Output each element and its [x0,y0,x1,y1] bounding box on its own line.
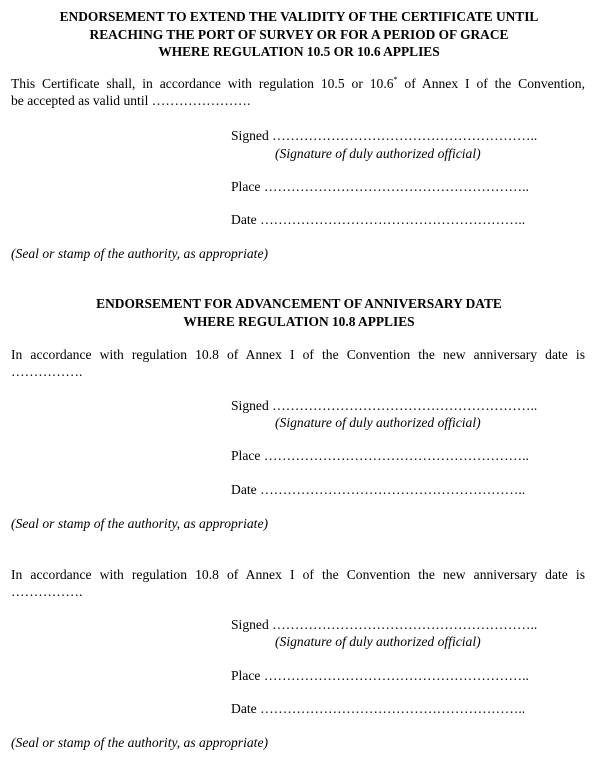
date-label: Date [231,482,257,497]
heading-line: ENDORSEMENT TO EXTEND THE VALIDITY OF THE CERTIFICATE UNTIL [59,9,539,24]
paragraph-line [11,75,585,92]
place-label: Place [231,448,261,463]
signed-field [231,397,537,414]
heading-line: WHERE REGULATION 10.8 APPLIES [183,313,415,329]
date-field [231,211,525,228]
signed-field [231,127,537,144]
signed-label: Signed [231,128,269,143]
signed-field [231,616,537,633]
place-field [231,667,529,684]
section1-heading [0,8,598,61]
section2-paragraph [11,346,585,380]
paragraph-text: of Annex I of the Convention, [397,76,586,91]
paragraph-line: ……………. [11,364,83,379]
seal-note: (Seal or stamp of the authority, as appropriate) [11,516,269,531]
date-line: ………………………………………………….. [260,482,526,497]
date-line: ………………………………………………….. [260,701,526,716]
paragraph-line: In accordance with regulation 10.8 of Annex I of the Convention the new anniversary date is [11,567,585,582]
date-line: ………………………………………………….. [260,212,526,227]
seal-note: (Seal or stamp of the authority, as appropriate) [11,735,269,750]
heading-line: WHERE REGULATION 10.5 OR 10.6 APPLIES [158,44,440,59]
place-line: ………………………………………………….. [263,668,529,683]
footnote-mark: * [393,75,398,84]
paragraph-line: be accepted as valid until …………………. [11,93,251,108]
paragraph-text: This Certificate shall, in accordance with regulation 10.5 or 10.6 [11,76,394,91]
section2-heading [0,295,598,330]
section1-paragraph [11,75,585,109]
signed-label: Signed [231,617,269,632]
seal-note: (Seal or stamp of the authority, as appropriate) [11,246,269,261]
date-label: Date [231,212,257,227]
place-label: Place [231,179,261,194]
place-field [231,178,529,195]
signature-caption: (Signature of duly authorized official) [275,634,481,649]
signed-line: ………………………………………………….. [272,398,538,413]
signature-caption: (Signature of duly authorized official) [275,146,481,161]
place-line: ………………………………………………….. [263,448,529,463]
date-label: Date [231,701,257,716]
heading-line: REACHING THE PORT OF SURVEY OR FOR A PERIOD OF GRACE [89,26,509,42]
date-field [231,481,525,498]
place-line: ………………………………………………….. [263,179,529,194]
place-field [231,447,529,464]
signature-caption: (Signature of duly authorized official) [275,415,481,430]
date-field [231,700,525,717]
paragraph-line: In accordance with regulation 10.8 of Annex I of the Convention the new anniversary date is [11,347,585,362]
paragraph-line: ……………. [11,584,83,599]
section3-paragraph [11,566,585,600]
signed-label: Signed [231,398,269,413]
signed-line: ………………………………………………….. [272,128,538,143]
place-label: Place [231,668,261,683]
heading-line: ENDORSEMENT FOR ADVANCEMENT OF ANNIVERSARY DATE [96,296,502,311]
signed-line: ………………………………………………….. [272,617,538,632]
